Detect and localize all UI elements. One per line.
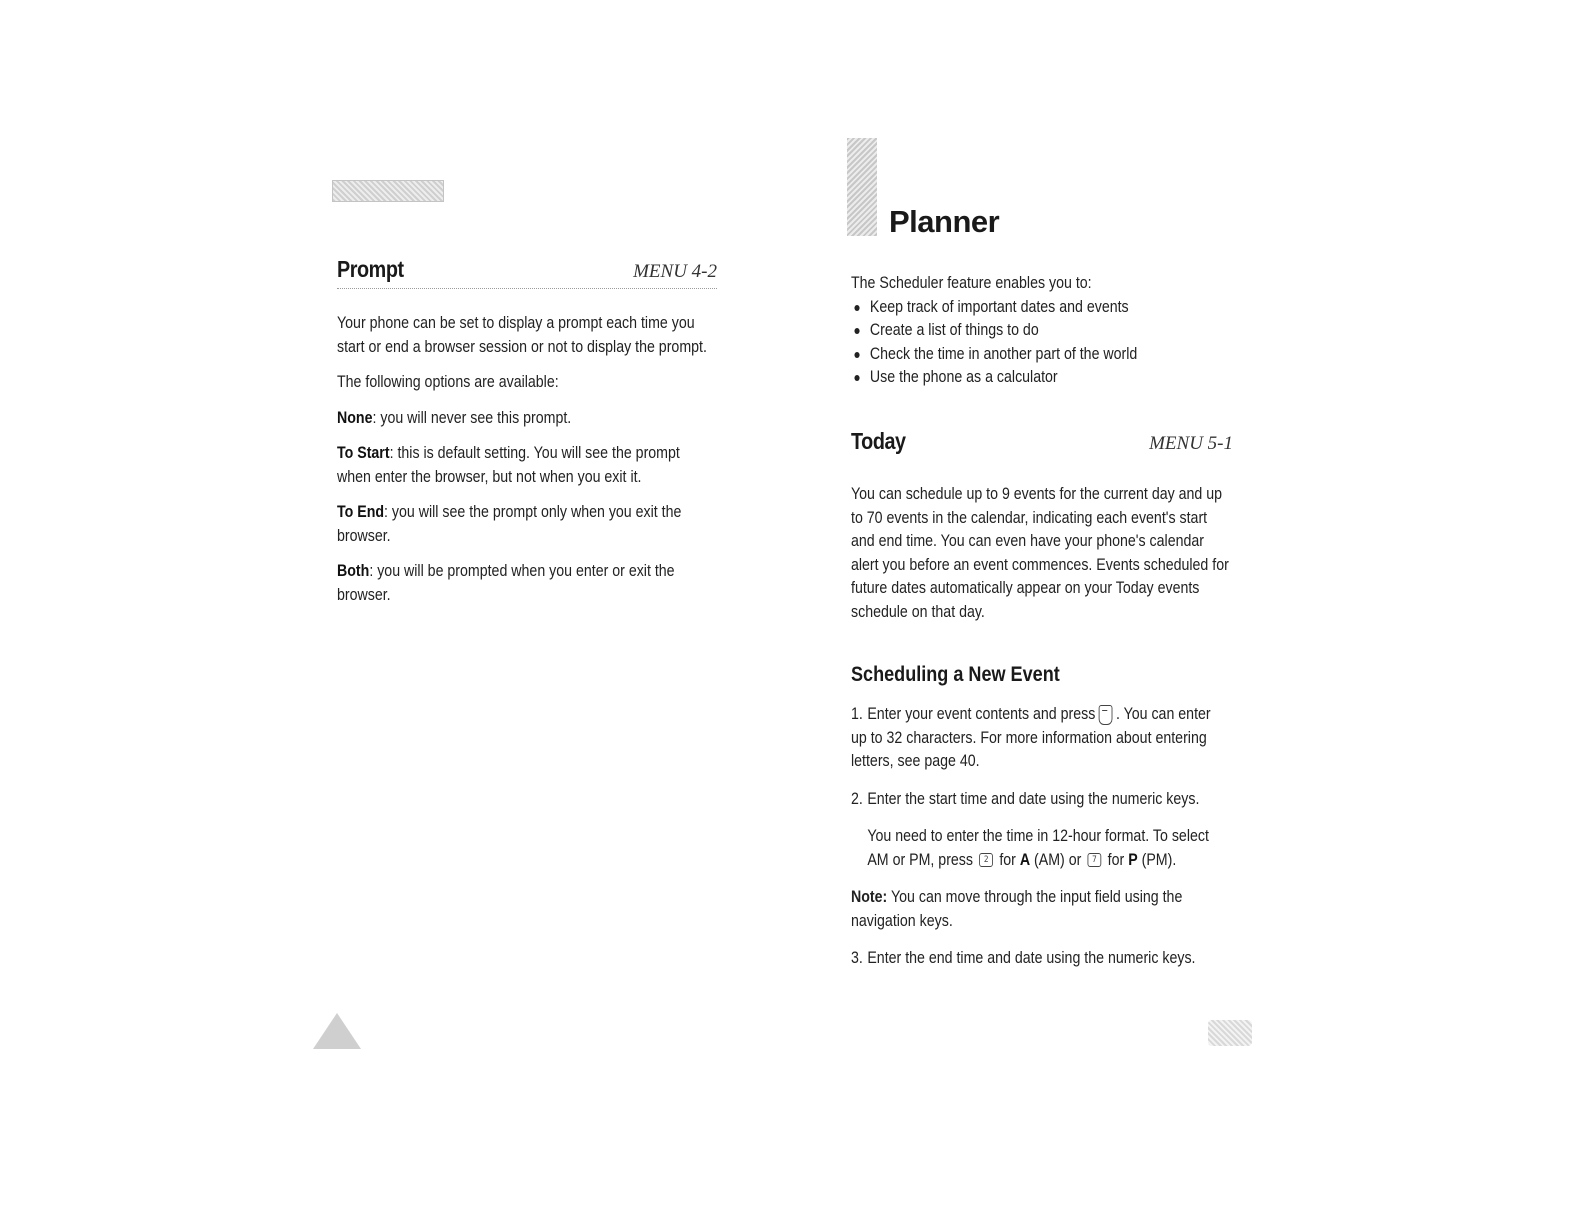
options-intro: The following options are available: — [337, 373, 559, 391]
steps-list — [851, 703, 1229, 983]
step-2 — [851, 788, 1229, 812]
scheduling-subheading: Scheduling a New Event — [851, 663, 1060, 686]
note — [851, 886, 1229, 933]
option-text: : this is default setting. You will see the prompt when enter the browser, but not when you exit it. — [337, 444, 680, 486]
option-none — [337, 407, 715, 431]
today-menu-code: MENU 5-1 — [1149, 433, 1233, 454]
section-tab-decoration — [332, 180, 444, 202]
step-text: Enter the end time and date using the numeric keys. — [867, 949, 1196, 967]
prompt-menu-code: MENU 4-2 — [633, 261, 717, 282]
list-item: Keep track of important dates and events — [851, 296, 1229, 320]
today-heading-row — [851, 428, 1233, 455]
step-2-detail — [851, 825, 1229, 872]
option-text: : you will be prompted when you enter or exit the browser. — [337, 562, 675, 604]
prompt-heading-row — [337, 256, 717, 283]
planner-intro-text: The Scheduler feature enables you to: — [851, 274, 1092, 292]
step-text: Enter the start time and date using the numeric keys. — [867, 789, 1200, 808]
list-item: Check the time in another part of the world — [851, 343, 1229, 367]
pm-letter: P — [1128, 850, 1138, 869]
step-number: 2. — [851, 789, 863, 808]
page-number-badge-left — [313, 1013, 361, 1049]
step-1 — [851, 703, 1229, 774]
planner-intro — [851, 272, 1229, 390]
am-letter: A — [1019, 850, 1031, 869]
today-heading: Today — [851, 428, 906, 454]
step-3 — [851, 947, 1229, 971]
numeric-key-icon: 7 — [1088, 853, 1101, 867]
option-label: None — [337, 408, 373, 427]
ok-key-icon — [1099, 705, 1113, 725]
step-text: for — [999, 850, 1016, 869]
option-to-start — [337, 442, 715, 489]
note-text: You can move through the input field using the navigation keys. — [851, 888, 1183, 930]
chapter-bar-decoration — [847, 138, 877, 236]
option-to-end — [337, 501, 715, 548]
list-item: Create a list of things to do — [851, 319, 1229, 343]
option-label: To End — [337, 503, 385, 521]
numeric-key-icon: 2 — [980, 853, 993, 867]
option-label: To Start — [337, 444, 390, 462]
note-label: Note: — [851, 888, 888, 906]
feature-list — [851, 296, 1229, 390]
step-text: (PM). — [1141, 850, 1177, 869]
heading-rule — [337, 288, 717, 289]
today-body — [851, 483, 1229, 636]
step-text: for — [1107, 850, 1125, 869]
prompt-intro: Your phone can be set to display a prompt each time you start or end a browser session or not to display the prompt. — [337, 314, 707, 356]
today-text: You can schedule up to 9 events for the current day and up to 70 events in the calendar, indicating each event's start and end time. You can even have your phone's calendar alert you before an event commences. Events scheduled for future dates automatically appear on your Today events schedule on that day. — [851, 485, 1229, 621]
option-both — [337, 560, 715, 607]
step-text: (AM) or — [1034, 850, 1082, 869]
step-number: 3. — [851, 949, 863, 967]
option-label: Both — [337, 562, 370, 580]
step-text: . You can enter up to 32 characters. For more information about entering letters, see page 40. — [851, 705, 1211, 770]
step-text: You need to enter the time in 12-hour format. To select AM or PM, press — [867, 827, 1209, 869]
option-text: : you will never see this prompt. — [372, 408, 572, 427]
prompt-heading: Prompt — [337, 256, 404, 282]
step-number: 1. — [851, 705, 863, 723]
prompt-body — [337, 312, 715, 619]
list-item: Use the phone as a calculator — [851, 366, 1229, 390]
chapter-title: Planner — [889, 204, 1000, 239]
step-text: Enter your event contents and press — [867, 705, 1096, 723]
page-number-badge-right — [1208, 1020, 1252, 1046]
option-text: : you will see the prompt only when you exit the browser. — [337, 503, 682, 545]
